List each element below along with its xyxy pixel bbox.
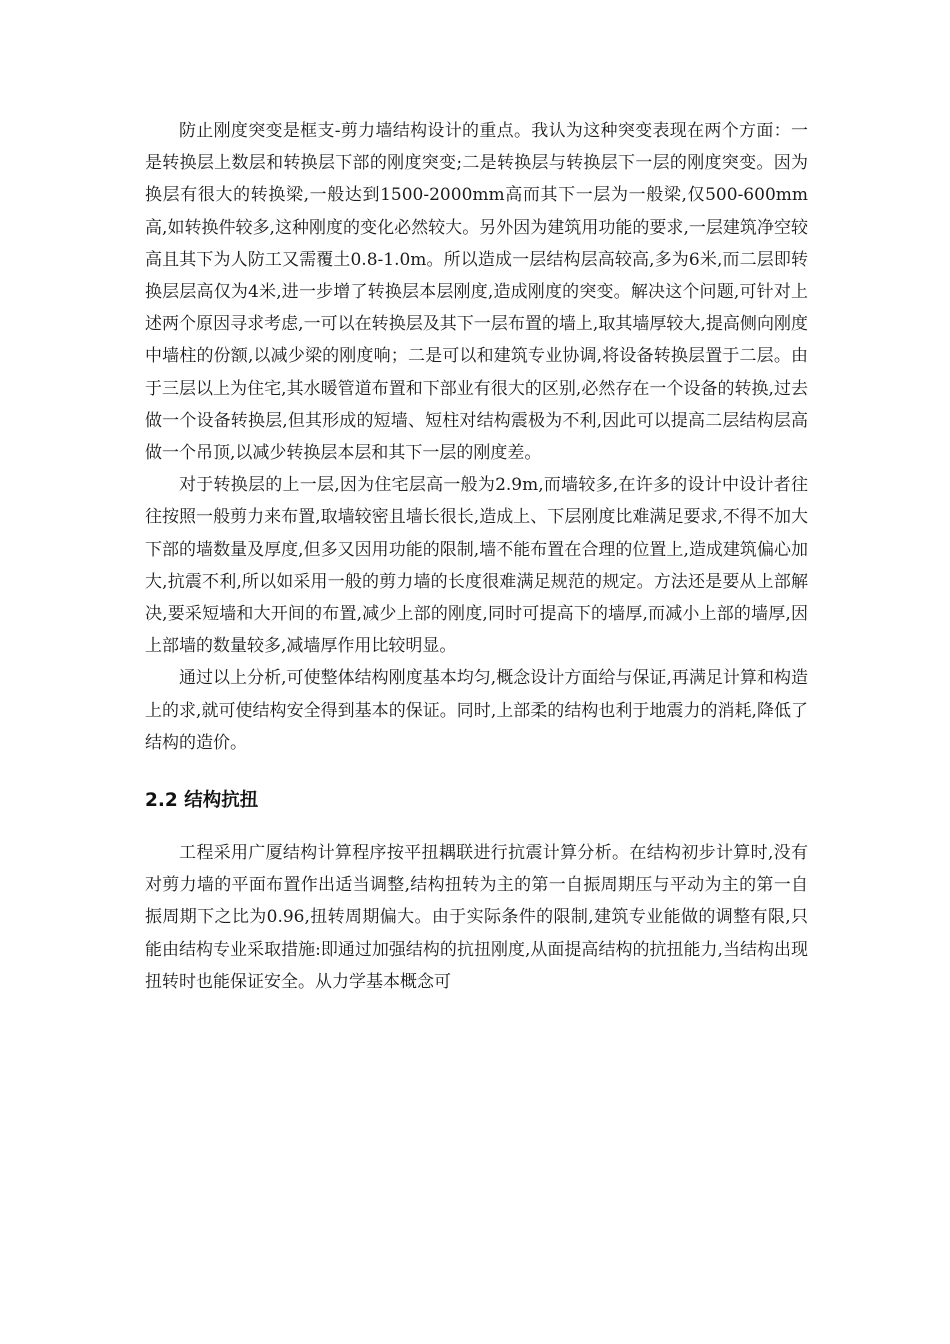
paragraph-torsion-analysis: 工程采用广厦结构计算程序按平扭耦联进行抗震计算分析。在结构初步计算时,没有对剪力墙的平面布置作出适当调整,结构扭转为主的第一自振周期压与平动为主的第一自振周期下之比为0.96,扭转周期偏大。由于实际条件的限制,建筑专业能做的调整有限,只能由结构专业采取措施:即通过加强结构的抗扭刚度,从面提高结构的抗扭能力,当结构出现扭转时也能保证安全。从力学基本概念可: [145, 843, 808, 992]
section-heading: 2.2 结构抗扭: [145, 790, 259, 812]
document-body: [145, 115, 808, 998]
paragraph-upper-transfer-floor: 对于转换层的上一层,因为住宅层高一般为2.9m,而墙较多,在许多的设计中设计者往往按照一般剪力来布置,取墙较密且墙长很长,造成上、下层刚度比难满足要求,不得不加大下部的墙数量及厚度,但多又因用功能的限制,墙不能布置在合理的位置上,造成建筑偏心加大,抗震不利,所以如采用一般的剪力墙的长度很难满足规范的规定。方法还是要从上部解决,要采短墙和大开间的布置,减少上部的刚度,同时可提高下的墙厚,而减小上部的墙厚,因上部墙的数量较多,减墙厚作用比较明显。: [145, 475, 808, 657]
paragraph-analysis-summary: 通过以上分析,可使整体结构刚度基本均匀,概念设计方面给与保证,再满足计算和构造上的求,就可使结构安全得到基本的保证。同时,上部柔的结构也利于地震力的消耗,降低了结构的造价。: [145, 668, 808, 753]
paragraph-stiffness-mutation: 防止刚度突变是框支-剪力墙结构设计的重点。我认为这种突变表现在两个方面：一是转换层上数层和转换层下部的刚度突变;二是转换层与转换层下一层的刚度突变。因为换层有很大的转换梁,一般达到1500-2000mm高而其下一层为一般梁,仅500-600mm高,如转换件较多,这种刚度的变化必然较大。另外因为建筑用功能的要求,一层建筑净空较高且其下为人防工又需覆土0.8-1.0m。所以造成一层结构层高较高,多为6米,而二层即转换层层高仅为4米,进一步增了转换层本层刚度,造成刚度的突变。解决这个问题,可针对上述两个原因寻求考虑,一可以在转换层及其下一层布置的墙上,取其墙厚较大,提高侧向刚度中墙柱的份额,以减少梁的刚度响；二是可以和建筑专业协调,将设备转换层置于二层。由于三层以上为住宅,其水暖管道布置和下部业有很大的区别,必然存在一个设备的转换,过去做一个设备转换层,但其形成的短墙、短柱对结构震极为不利,因此可以提高二层结构层高做一个吊顶,以减少转换层本层和其下一层的刚度差。: [145, 121, 808, 464]
